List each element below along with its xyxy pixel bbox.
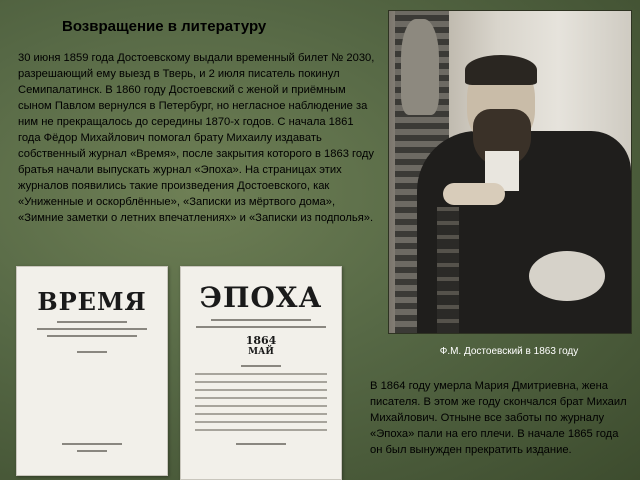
toc-line: [195, 389, 327, 391]
photo-hands: [443, 183, 505, 205]
main-paragraph: 30 июня 1859 года Достоевскому выдали временный билет № 2030, разрешающий ему выезд в Тверь, и 2 июля писатель покинул Семипалатинск. В 1860 году Достоевский с женой и приёмным сыном Павлом вернулся в Петербург, но негласное наблюдение за ним не прекращалось до середины 1870-х годов. С начала 1861 года Фёдор Михайлович помогал брату Михаилу издавать собственный журнал «Время», после закрытия которого в 1863 году братья начали выпускать журнал «Эпоха». На страницах этих журналов появились такие произведения Достоевского, как «Униженные и оскорблённые», «Записки из мёртвого дома», «Зимние заметки о летних впечатлениях» и «Записки из подполья».: [18, 52, 375, 224]
epoha-masthead: ЭПОХА: [199, 281, 323, 314]
cover-rule: [77, 351, 107, 353]
cover-rule: [37, 328, 147, 330]
vremya-cover: [16, 266, 168, 476]
cover-rule: [196, 326, 326, 328]
photo-chair: [437, 207, 459, 333]
toc-line: [195, 413, 327, 415]
epoha-month: МАЙ: [248, 347, 274, 357]
photo-hair: [465, 55, 537, 85]
slide-title: Возвращение в литературу: [62, 18, 267, 35]
toc-line: [195, 373, 327, 375]
epoha-year: 1864: [245, 334, 277, 347]
epoha-cover: [180, 266, 342, 480]
photo-caption: Ф.М. Достоевский в 1863 году: [439, 346, 579, 357]
cover-rule: [211, 319, 311, 321]
cover-rule: [47, 335, 137, 337]
vremya-masthead: ВРЕМЯ: [37, 287, 147, 316]
cover-rule: [77, 450, 107, 452]
toc-line: [195, 381, 327, 383]
toc-line: [195, 405, 327, 407]
toc-line: [195, 421, 327, 423]
cover-rule: [241, 365, 281, 367]
photo-hat: [529, 251, 605, 301]
cover-rule: [62, 443, 122, 445]
toc-line: [195, 397, 327, 399]
toc-line: [195, 429, 327, 431]
side-paragraph: В 1864 году умерла Мария Дмитриевна, жена писателя. В этом же году скончался брат Михаил Михайлович. Отныне все заботы по журналу «Эпоха» пали на его плечи. В начале 1865 года он был вынужден прекратить издание.: [370, 380, 627, 456]
cover-rule: [57, 321, 127, 323]
cover-rule: [236, 443, 286, 445]
portrait-photo: [388, 10, 632, 334]
photo-vase: [401, 19, 439, 115]
